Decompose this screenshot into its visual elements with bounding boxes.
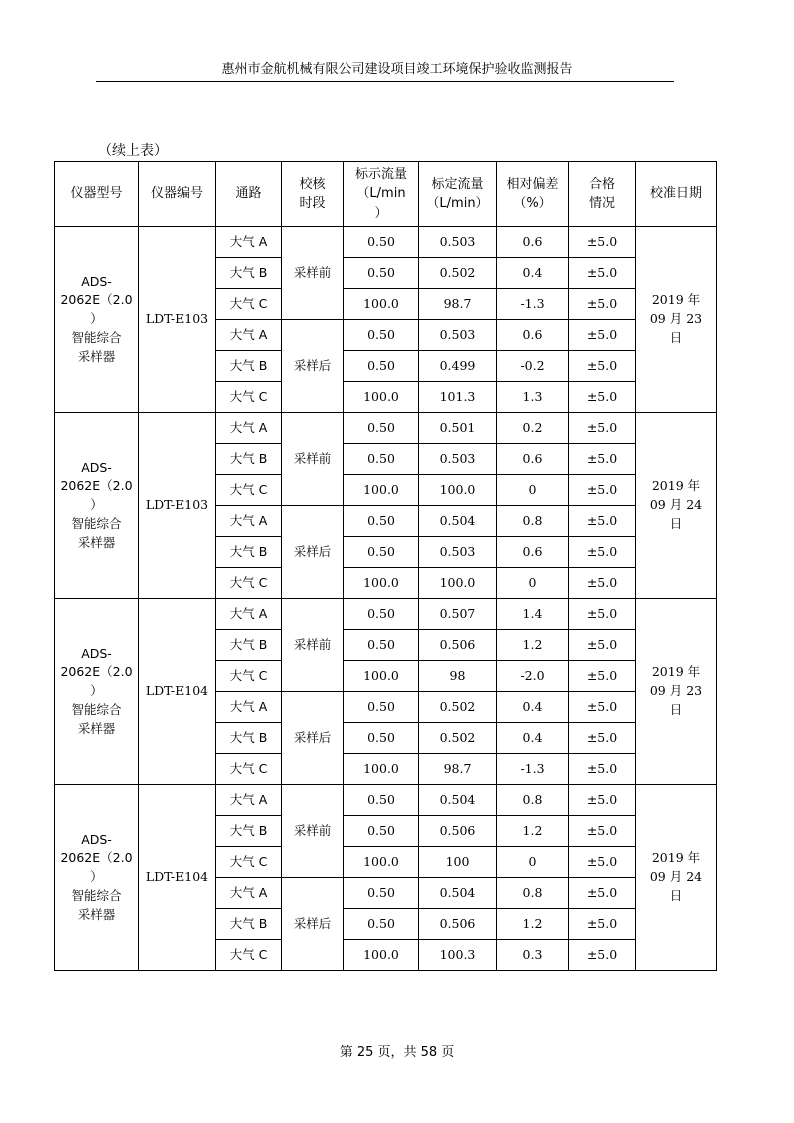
calibrated-flow-cell: 0.502: [419, 723, 497, 754]
channel-cell: 大气 A: [216, 227, 282, 258]
calibrated-flow-cell: 98.7: [419, 289, 497, 320]
period-cell: 采样后: [282, 692, 344, 785]
calibrated-flow-cell: 101.3: [419, 382, 497, 413]
relative-deviation-cell: 0.4: [497, 258, 569, 289]
pass-status-cell: ±5.0: [569, 568, 636, 599]
channel-cell: 大气 B: [216, 537, 282, 568]
col-header-period: 校核 时段: [282, 162, 344, 227]
channel-cell: 大气 C: [216, 754, 282, 785]
relative-deviation-cell: 0.8: [497, 785, 569, 816]
pass-status-cell: ±5.0: [569, 785, 636, 816]
indicated-flow-cell: 100.0: [344, 940, 419, 971]
channel-cell: 大气 A: [216, 413, 282, 444]
calibrated-flow-cell: 100: [419, 847, 497, 878]
channel-cell: 大气 C: [216, 940, 282, 971]
relative-deviation-cell: 0: [497, 847, 569, 878]
indicated-flow-cell: 0.50: [344, 351, 419, 382]
instrument-serial-cell: LDT-E104: [139, 599, 216, 785]
col-header-indicated-flow: 标示流量 （L/min ）: [344, 162, 419, 227]
relative-deviation-cell: 1.2: [497, 909, 569, 940]
table-row: [55, 413, 717, 444]
period-cell: 采样前: [282, 413, 344, 506]
period-cell: 采样后: [282, 320, 344, 413]
channel-cell: 大气 A: [216, 878, 282, 909]
channel-cell: 大气 A: [216, 506, 282, 537]
indicated-flow-cell: 100.0: [344, 289, 419, 320]
period-cell: 采样前: [282, 227, 344, 320]
relative-deviation-cell: 0.6: [497, 320, 569, 351]
indicated-flow-cell: 0.50: [344, 537, 419, 568]
pass-status-cell: ±5.0: [569, 537, 636, 568]
table-row: [55, 227, 717, 258]
report-header-title: 惠州市金航机械有限公司建设项目竣工环境保护验收监测报告: [221, 62, 573, 77]
relative-deviation-cell: 0.6: [497, 227, 569, 258]
indicated-flow-cell: 0.50: [344, 227, 419, 258]
header-divider: [96, 81, 674, 82]
continued-table-label: （续上表）: [98, 143, 168, 159]
calibrated-flow-cell: 100.3: [419, 940, 497, 971]
channel-cell: 大气 B: [216, 909, 282, 940]
col-header-serial: 仪器编号: [139, 162, 216, 227]
calibration-date-cell: 2019 年 09 月 24 日: [636, 413, 717, 599]
instrument-serial-cell: LDT-E103: [139, 227, 216, 413]
pass-status-cell: ±5.0: [569, 847, 636, 878]
channel-cell: 大气 C: [216, 847, 282, 878]
calibrated-flow-cell: 98.7: [419, 754, 497, 785]
indicated-flow-cell: 0.50: [344, 878, 419, 909]
relative-deviation-cell: -1.3: [497, 754, 569, 785]
channel-cell: 大气 C: [216, 661, 282, 692]
pass-status-cell: ±5.0: [569, 940, 636, 971]
calibrated-flow-cell: 0.506: [419, 630, 497, 661]
indicated-flow-cell: 100.0: [344, 475, 419, 506]
indicated-flow-cell: 0.50: [344, 723, 419, 754]
indicated-flow-cell: 0.50: [344, 816, 419, 847]
calibrated-flow-cell: 0.503: [419, 444, 497, 475]
indicated-flow-cell: 100.0: [344, 754, 419, 785]
col-header-channel: 通路: [216, 162, 282, 227]
relative-deviation-cell: -1.3: [497, 289, 569, 320]
relative-deviation-cell: 0.2: [497, 413, 569, 444]
col-header-calibration-date: 校准日期: [636, 162, 717, 227]
channel-cell: 大气 B: [216, 816, 282, 847]
indicated-flow-cell: 0.50: [344, 599, 419, 630]
indicated-flow-cell: 0.50: [344, 909, 419, 940]
calibrated-flow-cell: 0.504: [419, 785, 497, 816]
channel-cell: 大气 A: [216, 785, 282, 816]
indicated-flow-cell: 0.50: [344, 413, 419, 444]
period-cell: 采样前: [282, 599, 344, 692]
relative-deviation-cell: 0.6: [497, 444, 569, 475]
channel-cell: 大气 B: [216, 630, 282, 661]
indicated-flow-cell: 100.0: [344, 568, 419, 599]
calibrated-flow-cell: 0.506: [419, 909, 497, 940]
calibrated-flow-cell: 0.506: [419, 816, 497, 847]
calibrated-flow-cell: 0.501: [419, 413, 497, 444]
calibrated-flow-cell: 0.507: [419, 599, 497, 630]
indicated-flow-cell: 100.0: [344, 847, 419, 878]
pass-status-cell: ±5.0: [569, 320, 636, 351]
indicated-flow-cell: 0.50: [344, 785, 419, 816]
pass-status-cell: ±5.0: [569, 630, 636, 661]
calibrated-flow-cell: 0.503: [419, 537, 497, 568]
period-cell: 采样后: [282, 878, 344, 971]
relative-deviation-cell: 1.2: [497, 630, 569, 661]
relative-deviation-cell: 0.4: [497, 723, 569, 754]
pass-status-cell: ±5.0: [569, 599, 636, 630]
relative-deviation-cell: -2.0: [497, 661, 569, 692]
instrument-model-cell: ADS- 2062E（2.0 ） 智能综合 采样器: [55, 785, 139, 971]
col-header-calibrated-flow: 标定流量 （L/min）: [419, 162, 497, 227]
channel-cell: 大气 B: [216, 258, 282, 289]
pass-status-cell: ±5.0: [569, 227, 636, 258]
pass-status-cell: ±5.0: [569, 816, 636, 847]
pass-status-cell: ±5.0: [569, 754, 636, 785]
table-row: [55, 599, 717, 630]
calibrated-flow-cell: 100.0: [419, 475, 497, 506]
channel-cell: 大气 A: [216, 320, 282, 351]
relative-deviation-cell: 0.8: [497, 506, 569, 537]
calibration-table: [54, 161, 717, 971]
channel-cell: 大气 B: [216, 444, 282, 475]
channel-cell: 大气 C: [216, 568, 282, 599]
calibrated-flow-cell: 98: [419, 661, 497, 692]
pass-status-cell: ±5.0: [569, 878, 636, 909]
instrument-serial-cell: LDT-E103: [139, 413, 216, 599]
instrument-model-cell: ADS- 2062E（2.0 ） 智能综合 采样器: [55, 413, 139, 599]
relative-deviation-cell: -0.2: [497, 351, 569, 382]
pass-status-cell: ±5.0: [569, 258, 636, 289]
channel-cell: 大气 C: [216, 289, 282, 320]
table-header-row: [55, 162, 717, 227]
relative-deviation-cell: 0.6: [497, 537, 569, 568]
calibration-date-cell: 2019 年 09 月 24 日: [636, 785, 717, 971]
calibrated-flow-cell: 0.503: [419, 320, 497, 351]
indicated-flow-cell: 0.50: [344, 320, 419, 351]
pass-status-cell: ±5.0: [569, 444, 636, 475]
relative-deviation-cell: 1.2: [497, 816, 569, 847]
relative-deviation-cell: 1.3: [497, 382, 569, 413]
instrument-serial-cell: LDT-E104: [139, 785, 216, 971]
calibrated-flow-cell: 0.504: [419, 506, 497, 537]
pass-status-cell: ±5.0: [569, 351, 636, 382]
calibrated-flow-cell: 100.0: [419, 568, 497, 599]
table-row: [55, 785, 717, 816]
table-body: [55, 227, 717, 971]
indicated-flow-cell: 0.50: [344, 506, 419, 537]
indicated-flow-cell: 0.50: [344, 692, 419, 723]
indicated-flow-cell: 100.0: [344, 382, 419, 413]
pass-status-cell: ±5.0: [569, 475, 636, 506]
channel-cell: 大气 B: [216, 351, 282, 382]
pass-status-cell: ±5.0: [569, 413, 636, 444]
relative-deviation-cell: 0.4: [497, 692, 569, 723]
relative-deviation-cell: 1.4: [497, 599, 569, 630]
indicated-flow-cell: 0.50: [344, 630, 419, 661]
calibration-date-cell: 2019 年 09 月 23 日: [636, 599, 717, 785]
relative-deviation-cell: 0: [497, 568, 569, 599]
calibrated-flow-cell: 0.504: [419, 878, 497, 909]
channel-cell: 大气 B: [216, 723, 282, 754]
pass-status-cell: ±5.0: [569, 506, 636, 537]
channel-cell: 大气 C: [216, 382, 282, 413]
relative-deviation-cell: 0.8: [497, 878, 569, 909]
indicated-flow-cell: 0.50: [344, 444, 419, 475]
channel-cell: 大气 A: [216, 692, 282, 723]
calibration-date-cell: 2019 年 09 月 23 日: [636, 227, 717, 413]
pass-status-cell: ±5.0: [569, 909, 636, 940]
page-number: 第 25 页，共 58 页: [339, 1045, 455, 1060]
col-header-relative-deviation: 相对偏差 （%）: [497, 162, 569, 227]
col-header-model: 仪器型号: [55, 162, 139, 227]
calibrated-flow-cell: 0.499: [419, 351, 497, 382]
pass-status-cell: ±5.0: [569, 692, 636, 723]
calibrated-flow-cell: 0.502: [419, 258, 497, 289]
channel-cell: 大气 A: [216, 599, 282, 630]
instrument-model-cell: ADS- 2062E（2.0 ） 智能综合 采样器: [55, 599, 139, 785]
pass-status-cell: ±5.0: [569, 382, 636, 413]
pass-status-cell: ±5.0: [569, 723, 636, 754]
channel-cell: 大气 C: [216, 475, 282, 506]
calibrated-flow-cell: 0.502: [419, 692, 497, 723]
period-cell: 采样后: [282, 506, 344, 599]
indicated-flow-cell: 0.50: [344, 258, 419, 289]
calibrated-flow-cell: 0.503: [419, 227, 497, 258]
instrument-model-cell: ADS- 2062E（2.0 ） 智能综合 采样器: [55, 227, 139, 413]
col-header-pass-status: 合格 情况: [569, 162, 636, 227]
indicated-flow-cell: 100.0: [344, 661, 419, 692]
period-cell: 采样前: [282, 785, 344, 878]
relative-deviation-cell: 0.3: [497, 940, 569, 971]
pass-status-cell: ±5.0: [569, 661, 636, 692]
relative-deviation-cell: 0: [497, 475, 569, 506]
pass-status-cell: ±5.0: [569, 289, 636, 320]
